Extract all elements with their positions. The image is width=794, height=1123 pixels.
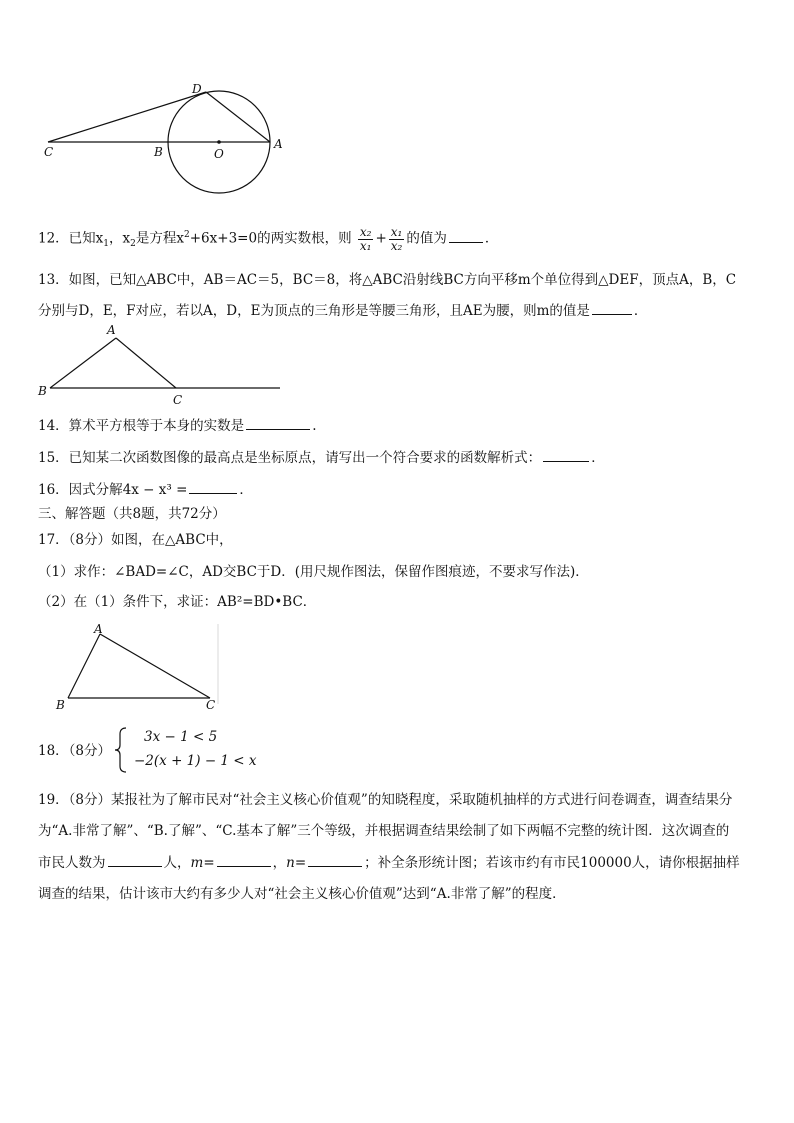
- answer-blank-13[interactable]: [592, 300, 632, 315]
- figure-circle-tangent: [40, 80, 300, 195]
- question-13-line1: 13．如图，已知△ABC中，AB＝AC＝5，BC＝8，将△ABC沿射线BC方向平移m个单位得到△DEF，顶点A，B，C: [38, 272, 737, 288]
- inequality-1: 3x − 1 < 5: [144, 729, 218, 745]
- label-b: B: [154, 145, 163, 159]
- question-18-label: 18．（8分）: [38, 743, 112, 759]
- side-ab: [68, 634, 100, 698]
- fraction-x2-over-x1: $\frac{\text{x₂}}{\text{x₁}}$: [359, 224, 372, 253]
- section-title: 三、解答题（共8题，共72分）: [38, 506, 226, 522]
- question-12: 12．已知$x_1$，$x_2$是方程$x^2+6x+3=0$的两实数根，则 $\frac{\text{x₂}}{\text{x₁}}$ + $\frac{\text{x₁}}{\text{x₂}}$ 的值为 ．: [38, 224, 499, 253]
- question-19-line4: 调查的结果，估计该市大约有多少人对“社会主义核心价值观”达到“A.非常了解”的程度．: [38, 886, 566, 902]
- answer-blank-14[interactable]: [246, 415, 310, 430]
- question-19-line1: 19．（8分）某报社为了解市民对“社会主义核心价值观”的知晓程度，采取随机抽样的方式进行问卷调查，调查结果分: [38, 792, 733, 808]
- fraction-x1-over-x2: $\frac{\text{x₁}}{\text{x₂}}$: [390, 224, 403, 253]
- side-ac: [100, 634, 210, 698]
- line-da: [206, 92, 270, 142]
- question-19-line3: 市民人数为 人，m= ，n= ；补全条形统计图；若该市约有市民100000人，请你根据抽样: [38, 852, 740, 873]
- label-b: B: [38, 384, 47, 398]
- figure-triangle-17: [52, 622, 222, 714]
- answer-blank-16[interactable]: [189, 479, 237, 494]
- label-b: B: [56, 698, 65, 712]
- side-ab: [50, 338, 116, 388]
- answer-blank-19-m[interactable]: [217, 852, 271, 867]
- label-c: C: [173, 393, 183, 407]
- question-17-line1: 17．（8分）如图，在△ABC中，: [38, 532, 233, 548]
- label-d: D: [192, 82, 202, 96]
- inequality-2: −2(x + 1) − 1 < x: [134, 753, 257, 769]
- question-13-line2: 分别与D，E，F对应，若以A，D，E为顶点的三角形是等腰三角形，且AE为腰，则m的值是 ．: [38, 300, 647, 321]
- label-c: C: [44, 145, 54, 159]
- question-16: 16．因式分解4x − x³ = ．: [38, 479, 253, 500]
- line-cd: [48, 92, 206, 142]
- question-17-line2: （1）求作：∠BAD=∠C，AD交BC于D．(用尺规作图法，保留作图痕迹，不要求写作法)．: [38, 564, 589, 580]
- side-ac: [116, 338, 176, 388]
- answer-blank-15[interactable]: [543, 447, 589, 462]
- label-a: A: [94, 622, 103, 636]
- label-c: C: [206, 698, 216, 712]
- question-19-line2: 为“A.非常了解”、“B.了解”、“C.基本了解”三个等级，并根据调查结果绘制了如下两幅不完整的统计图．这次调查的: [38, 823, 730, 839]
- question-14: 14．算术平方根等于本身的实数是 .: [38, 415, 316, 436]
- label-a: A: [274, 137, 283, 151]
- answer-blank-12[interactable]: [449, 228, 483, 243]
- figure-triangle-13: [34, 320, 284, 408]
- label-o: O: [214, 147, 224, 161]
- question-17-line3: （2）在（1）条件下，求证：AB²=BD•BC．: [38, 594, 317, 610]
- answer-blank-19-count[interactable]: [108, 852, 162, 867]
- label-a: A: [107, 323, 116, 337]
- question-15: 15．已知某二次函数图像的最高点是坐标原点，请写出一个符合要求的函数解析式： ．: [38, 447, 605, 468]
- answer-blank-19-n[interactable]: [308, 852, 362, 867]
- center-point: [217, 140, 221, 144]
- brace-icon: [114, 726, 128, 774]
